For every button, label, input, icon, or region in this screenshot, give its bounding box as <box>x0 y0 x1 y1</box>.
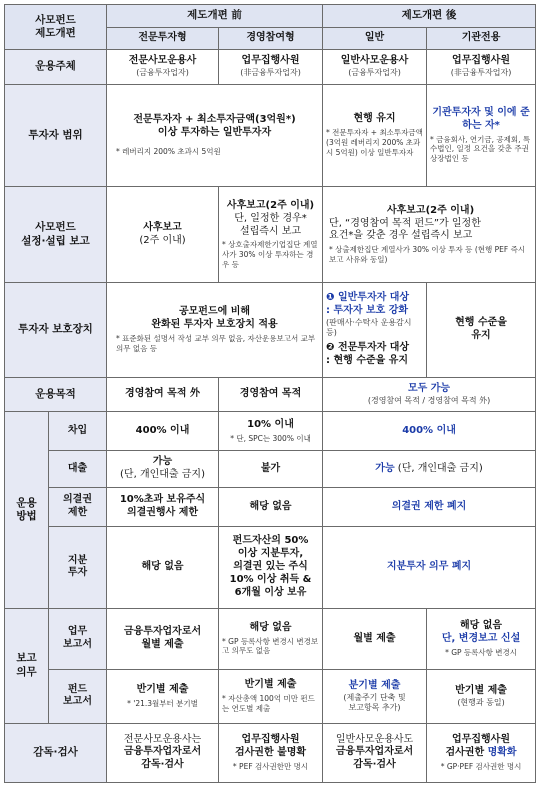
row-label: 감독·검사 <box>5 723 107 782</box>
cell: 10%초과 보유주식 의결권행사 제한 <box>107 488 219 527</box>
cell: 현행 수준을 유지 <box>427 283 536 377</box>
header-col-inst: 기관전용 <box>427 27 536 50</box>
cell: 사후보고(2주 이내) 단, 일정한 경우* 설립즉시 보고 * 상호출자제한기업집단 계열사가 30% 이상 투자하는 경우 등 <box>219 187 323 283</box>
cell: 가능 (단, 개인대출 금지) <box>323 451 536 488</box>
header-col-expert: 전문투자형 <box>107 27 219 50</box>
cell: 반기별 제출 * 자산총액 100억 미만 펀드는 연도별 제출 <box>219 670 323 723</box>
row-label: 대출 <box>49 451 107 488</box>
comparison-table <box>4 4 536 783</box>
row-label: 투자자 보호장치 <box>5 283 107 377</box>
header-col-manage: 경영참여형 <box>219 27 323 50</box>
cell: 업무집행사원 (非금융투자업자) <box>427 50 536 85</box>
cell: 불가 <box>219 451 323 488</box>
cell: 의결권 제한 폐지 <box>323 488 536 527</box>
cell: 전문투자자 + 최소투자금액(3억원*) 이상 투자하는 일반투자자 * 레버리지 200% 초과시 5억원 <box>107 84 323 186</box>
cell: 반기별 제출 * '21.3월부터 분기별 <box>107 670 219 723</box>
cell: 일반사모운용사도 금융투자업자로서 감독·검사 <box>323 723 427 782</box>
row-report <box>5 187 536 283</box>
header-before: 제도개편 前 <box>107 5 323 28</box>
cell: 모두 가능 (경영참여 목적 / 경영참여 목적 外) <box>323 377 536 412</box>
row-fund-report <box>5 670 536 723</box>
row-label: 업무 보고서 <box>49 608 107 669</box>
header-corner: 사모펀드 제도개편 <box>5 5 107 50</box>
cell: ❶ 일반투자자 대상 : 투자자 보호 강화 (판매사·수탁사 운용감시 등) ❷ 전문투자자 대상 : 현행 수준을 유지 <box>323 283 427 377</box>
cell: 해당 없음 <box>219 488 323 527</box>
cell: 사후보고(2주 이내) 단, “경영참여 목적 펀드”가 일정한 요건*을 갖춘 경우 설립즉시 보고 * 상출제한집단 계열사가 30% 이상 투자 등 (현행 PEF 즉시보고 사유와 동일) <box>323 187 536 283</box>
cell: 기관투자자 및 이에 준하는 자* * 금융회사, 연기금, 공제회, 특수법인, 일정 요건을 갖춘 주권상장법인 등 <box>427 84 536 186</box>
cell: 10% 이내 * 단, SPC는 300% 이내 <box>219 412 323 451</box>
row-investor <box>5 84 536 186</box>
row-loan <box>5 451 536 488</box>
row-vote <box>5 488 536 527</box>
row-supervision <box>5 723 536 782</box>
cell: 해당 없음 <box>107 527 219 609</box>
cell: 지분투자 의무 폐지 <box>323 527 536 609</box>
row-label: 차입 <box>49 412 107 451</box>
cell: 해당 없음 * GP 등록사항 변경시 변경보고 의무도 없음 <box>219 608 323 669</box>
cell: 공모펀드에 비해 완화된 투자자 보호장치 적용 * 표준화된 설명서 작성 교부 의무 없음, 자산운용보고서 교부의무 없음 등 <box>107 283 323 377</box>
row-biz-report <box>5 608 536 669</box>
cell: 해당 없음 단, 변경보고 신설 * GP 등록사항 변경시 <box>427 608 536 669</box>
cell: 경영참여 목적 外 <box>107 377 219 412</box>
cell: 분기별 제출 (제출주기 단축 및 보고항목 추가) <box>323 670 427 723</box>
row-borrow <box>5 412 536 451</box>
group-label: 운용 방법 <box>5 412 49 609</box>
header-after: 제도개편 後 <box>323 5 536 28</box>
cell: 업무집행사원 (非금융투자업자) <box>219 50 323 85</box>
cell: 월별 제출 <box>323 608 427 669</box>
row-label: 지분 투자 <box>49 527 107 609</box>
row-label: 투자자 범위 <box>5 84 107 186</box>
group-label: 보고 의무 <box>5 608 49 723</box>
row-operator <box>5 50 536 85</box>
cell: 업무집행사원 검사권한 불명확 * PEF 검사권한만 명시 <box>219 723 323 782</box>
cell: 전문사모운용사 (금융투자업자) <box>107 50 219 85</box>
row-label: 사모펀드 설정·설립 보고 <box>5 187 107 283</box>
cell: 경영참여 목적 <box>219 377 323 412</box>
row-protection <box>5 283 536 377</box>
cell: 업무집행사원 검사권한 명확화 * GP·PEF 검사권한 명시 <box>427 723 536 782</box>
cell: 현행 유지 * 전문투자자 + 최소투자금액(3억원 레버리지 200% 초과시 5억원) 이상 일반투자자 <box>323 84 427 186</box>
row-label: 의결권 제한 <box>49 488 107 527</box>
cell: 일반사모운용사 (금융투자업자) <box>323 50 427 85</box>
cell: 반기별 제출 (현행과 동일) <box>427 670 536 723</box>
header-col-general: 일반 <box>323 27 427 50</box>
cell: 금융투자업자로서 월별 제출 <box>107 608 219 669</box>
cell: 가능 (단, 개인대출 금지) <box>107 451 219 488</box>
row-purpose <box>5 377 536 412</box>
cell: 400% 이내 <box>107 412 219 451</box>
row-label: 펀드 보고서 <box>49 670 107 723</box>
row-label: 운용목적 <box>5 377 107 412</box>
cell: 펀드자산의 50% 이상 지분투자, 의결권 있는 주식 10% 이상 취득 & 6개월 이상 보유 <box>219 527 323 609</box>
cell: 전문사모운용사는 금융투자업자로서 감독·검사 <box>107 723 219 782</box>
cell: 400% 이내 <box>323 412 536 451</box>
cell: 사후보고 (2주 이내) <box>107 187 219 283</box>
row-label: 운용주체 <box>5 50 107 85</box>
row-equity <box>5 527 536 609</box>
